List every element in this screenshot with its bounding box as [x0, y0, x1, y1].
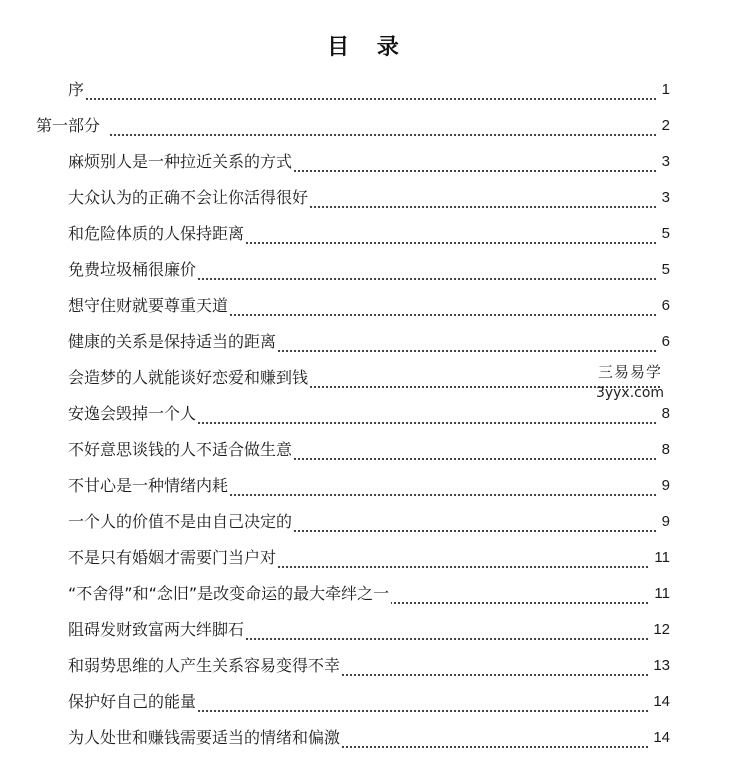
toc-entry[interactable]	[0, 576, 756, 612]
toc-entry[interactable]	[0, 180, 756, 216]
toc-entry[interactable]	[0, 504, 756, 540]
dot-leader	[110, 134, 660, 136]
toc-entry[interactable]	[0, 468, 756, 504]
toc-entry-page: 11	[650, 584, 670, 604]
toc-entry-title: 为人处世和赚钱需要适当的情绪和偏激	[68, 728, 341, 747]
toc-entry-page: 13	[649, 656, 670, 676]
toc-entry[interactable]	[0, 540, 756, 576]
toc-entry-title: 不好意思谈钱的人不适合做生意	[68, 440, 293, 459]
toc-entry-page: 5	[658, 260, 670, 280]
toc-entry-title: 会造梦的人就能谈好恋爱和赚到钱	[68, 368, 309, 387]
toc-entry[interactable]	[0, 720, 756, 756]
toc-entry-title: 麻烦别人是一种拉近关系的方式	[68, 152, 293, 171]
toc-entry[interactable]	[0, 288, 756, 324]
toc-entry[interactable]	[0, 648, 756, 684]
toc-entry-page: 14	[649, 728, 670, 748]
toc-entry-title: 和弱势思维的人产生关系容易变得不幸	[68, 656, 341, 675]
toc-entry-title: 大众认为的正确不会让你活得很好	[68, 188, 309, 207]
toc-entry-page: 8	[658, 404, 670, 424]
toc-entry-page: 9	[658, 476, 670, 496]
toc-entry-title: 想守住财就要尊重天道	[68, 296, 229, 315]
dot-leader	[70, 98, 660, 100]
toc-entry-title: 阻碍发财致富两大绊脚石	[68, 620, 245, 639]
toc-entry[interactable]	[0, 144, 756, 180]
toc-entry-page: 3	[658, 188, 670, 208]
toc-entry-page: 9	[658, 512, 670, 532]
toc-entry-page: 14	[649, 692, 670, 712]
toc-entry-title: 健康的关系是保持适当的距离	[68, 332, 277, 351]
toc-entry-page: 8	[658, 440, 670, 460]
toc-entry[interactable]	[0, 684, 756, 720]
toc-entry-page: 11	[650, 548, 670, 568]
toc-entry[interactable]	[0, 108, 756, 144]
table-of-contents	[0, 72, 756, 756]
toc-entry-page: 6	[658, 332, 670, 352]
toc-entry-page: 5	[658, 224, 670, 244]
toc-entry[interactable]	[0, 612, 756, 648]
toc-entry-title: 不甘心是一种情绪内耗	[68, 476, 229, 495]
toc-entry[interactable]	[0, 324, 756, 360]
toc-entry-page: 2	[658, 116, 670, 136]
watermark-name: 三易易学	[597, 363, 662, 381]
toc-entry-title: 序	[68, 80, 85, 99]
watermark	[590, 361, 670, 403]
toc-entry-title: 安逸会毁掉一个人	[68, 404, 197, 423]
toc-entry-title: 第一部分	[36, 116, 101, 135]
toc-entry[interactable]	[0, 432, 756, 468]
watermark-url: 3yyx.com	[595, 385, 665, 401]
page-title: 目 录	[327, 35, 409, 60]
toc-entry-title: “不舍得”和“念旧”是改变命运的最大牵绊之一	[68, 584, 390, 603]
toc-entry[interactable]	[0, 252, 756, 288]
toc-entry[interactable]	[0, 216, 756, 252]
toc-entry-title: 一个人的价值不是由自己决定的	[68, 512, 293, 531]
toc-entry-page: 12	[649, 620, 670, 640]
toc-entry-page: 3	[658, 152, 670, 172]
toc-entry-page: 1	[658, 80, 670, 100]
toc-entry-title: 不是只有婚姻才需要门当户对	[68, 548, 277, 567]
toc-entry-page: 6	[658, 296, 670, 316]
toc-entry-title: 和危险体质的人保持距离	[68, 224, 245, 243]
toc-entry-title: 免费垃圾桶很廉价	[68, 260, 197, 279]
toc-entry-title: 保护好自己的能量	[68, 692, 197, 711]
toc-entry[interactable]	[0, 72, 756, 108]
